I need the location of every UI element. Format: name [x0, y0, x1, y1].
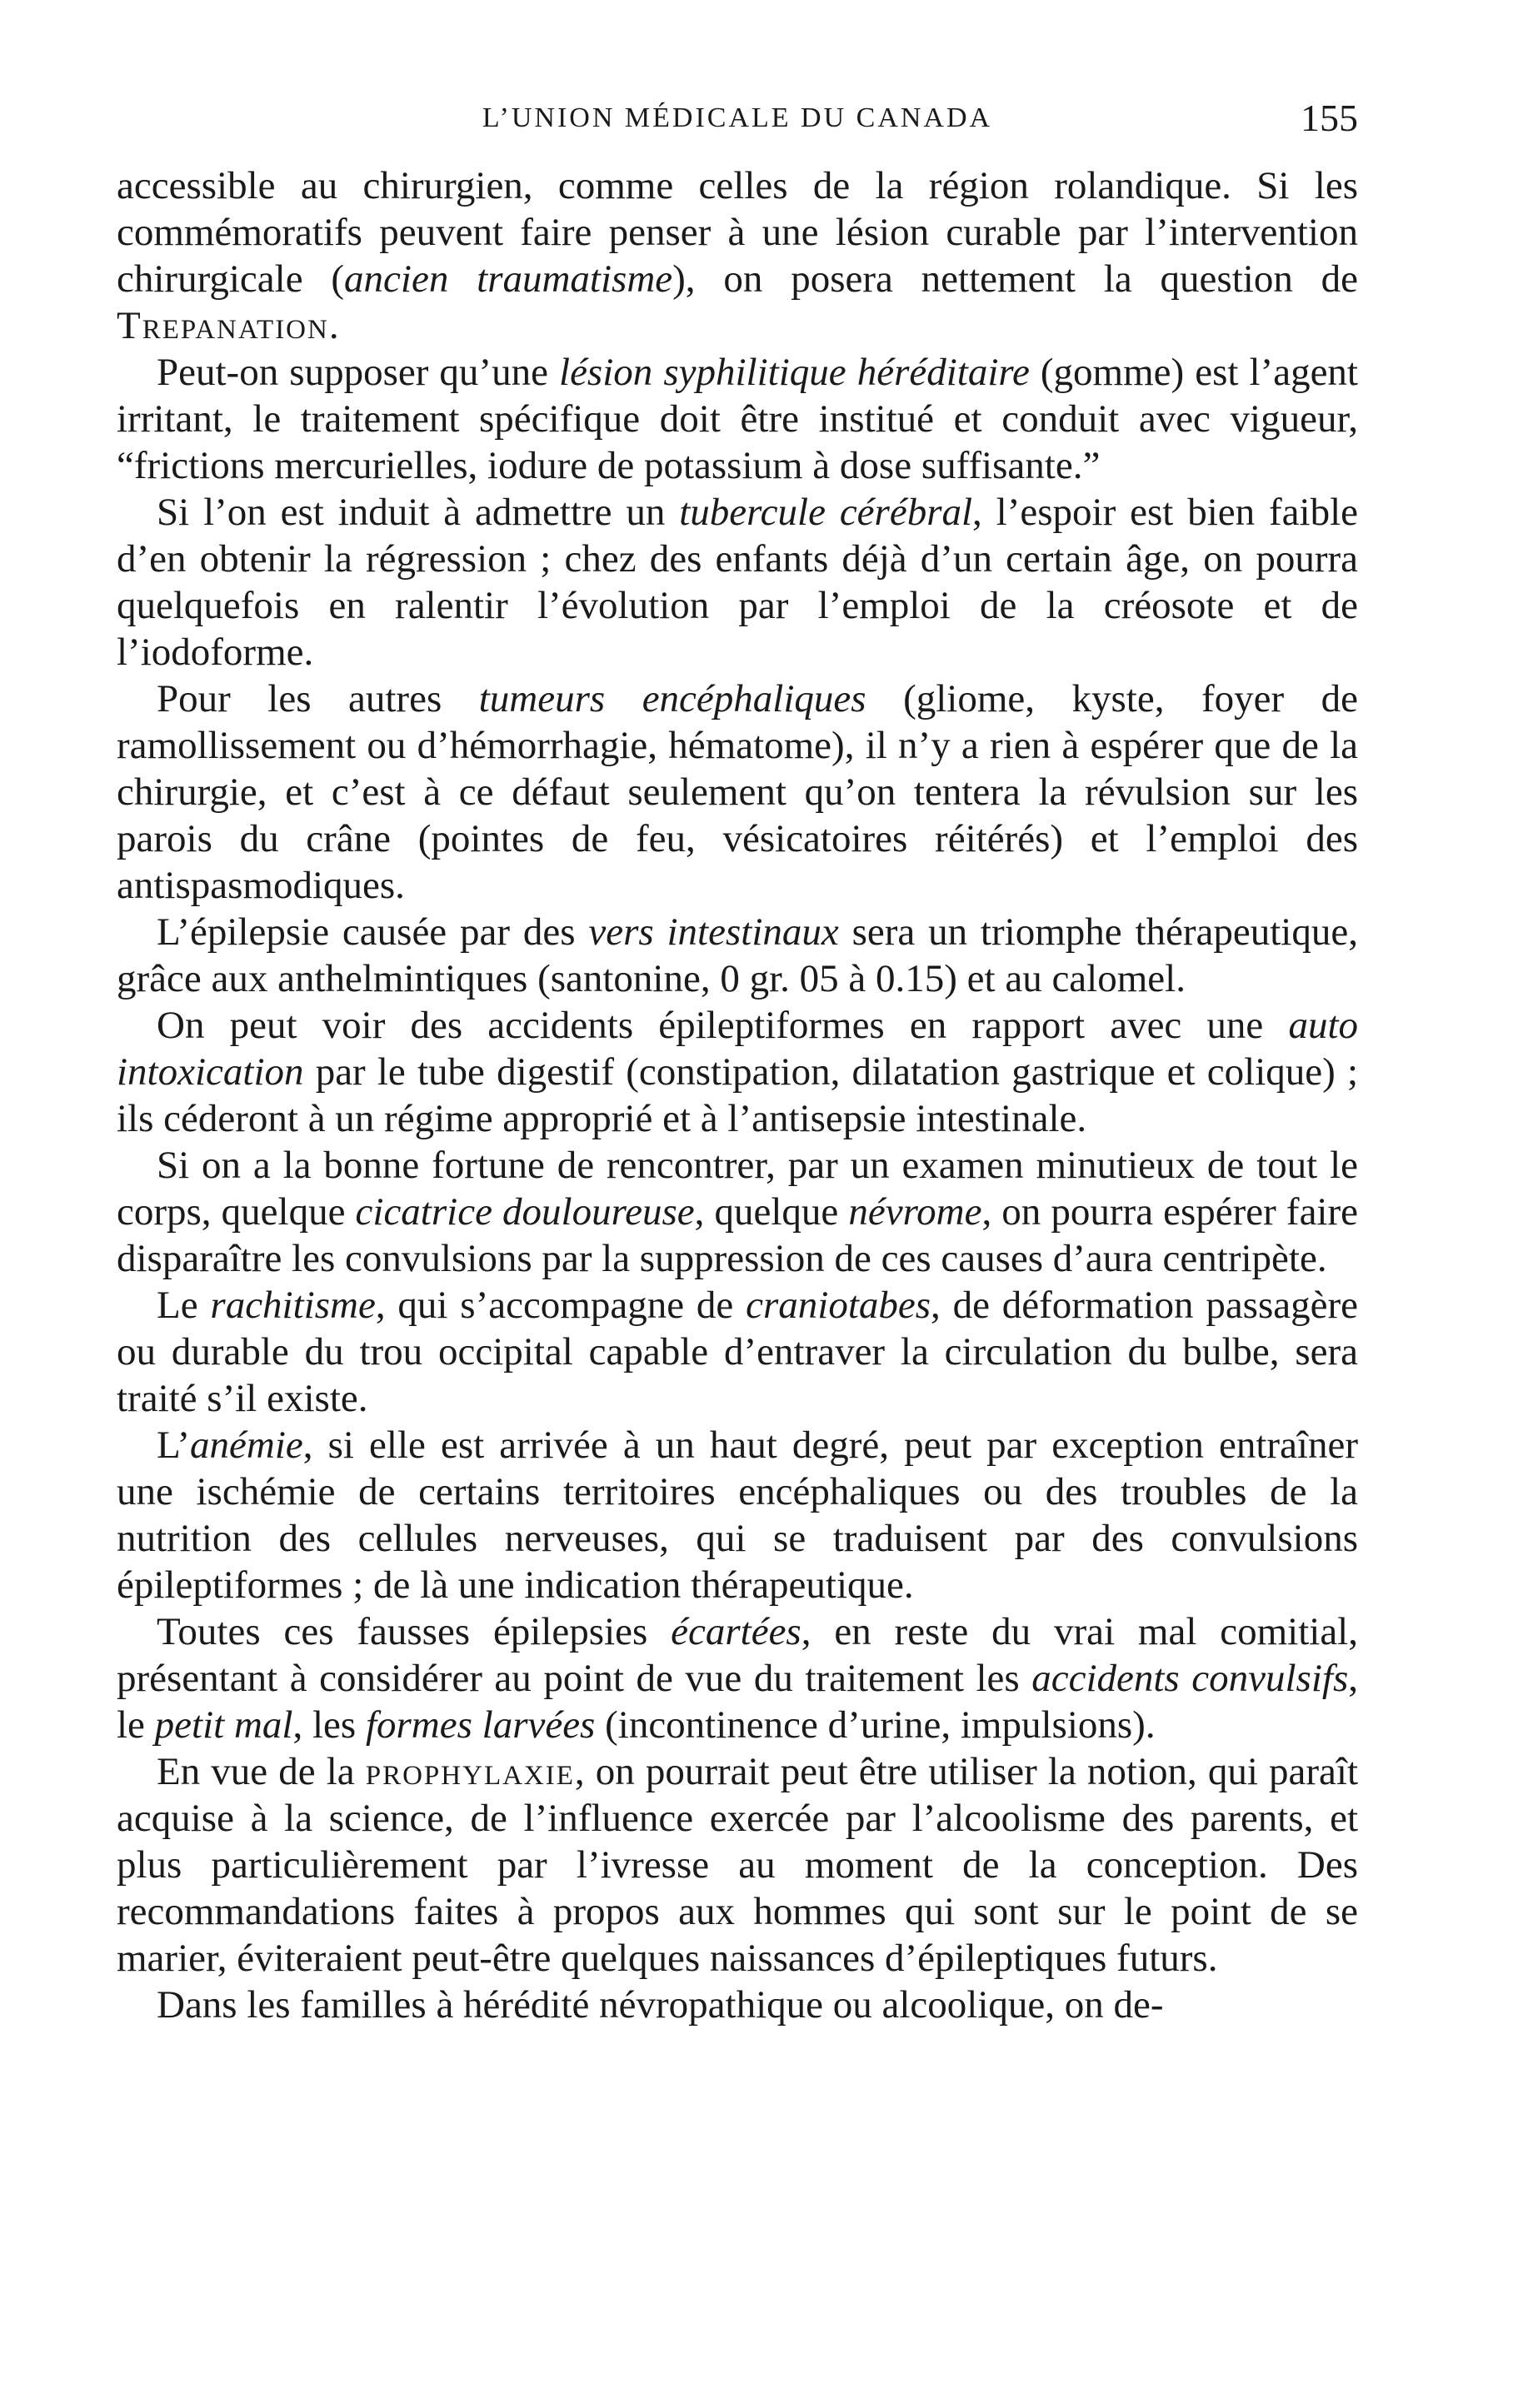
smallcaps-text: prophylaxie: [365, 1750, 575, 1793]
document-page: [117, 79, 1358, 2370]
paragraph: [117, 1748, 1358, 1982]
text-run: L’épilepsie causée par des: [157, 910, 589, 954]
text-run: On peut voir des accidents épileptiformes en rapport avec une: [157, 1004, 1289, 1047]
text-run: Le: [157, 1284, 211, 1327]
journal-title: L’UNION MÉDICALE DU CANADA: [482, 102, 993, 133]
text-run: Si l’on est induit à admettre un: [157, 491, 680, 534]
text-run: , si elle est arrivée à un haut degré, peut par exception entraîner une ischémie de certains territoires encéphaliques ou des troubles de la nutrition des cellules nerveuses, qui se traduisent par des convulsions épileptiformes ; de là une indication thérapeutique.: [117, 1423, 1358, 1607]
paragraph: [117, 162, 1358, 349]
paragraph: [117, 676, 1358, 909]
text-run: , les: [292, 1703, 366, 1747]
running-head: [117, 79, 1358, 137]
paragraph: [117, 1422, 1358, 1608]
italic-text: vers intestinaux: [588, 910, 839, 954]
paragraph: [117, 349, 1358, 489]
text-run: En vue de la: [157, 1750, 366, 1793]
paragraph: [117, 1002, 1358, 1142]
text-run: L’: [157, 1423, 191, 1467]
italic-text: accidents convulsifs: [1031, 1657, 1349, 1700]
text-run: Peut-on supposer qu’une: [157, 351, 560, 394]
text-run: , quelque: [694, 1190, 849, 1234]
italic-text: tubercule cérébral: [679, 491, 973, 534]
paragraph: [117, 909, 1358, 1002]
text-run: , l’espoir est bien faible d’en obtenir la régression ; chez des enfants déjà d’un certain âge, on pourra quelquefois en ralentir l’évolution par l’emploi de la créosote et de l’iodoforme.: [117, 491, 1358, 674]
text-run: ), on posera nettement la question de: [672, 257, 1358, 301]
text-run: Dans les familles à hérédité névropathique ou alcoolique, on de-: [157, 1983, 1164, 2027]
italic-text: tumeurs encéphaliques: [478, 677, 866, 720]
text-run: , on pourrait peut être utiliser la notion, qui paraît acquise à la science, de l’influence exercée par l’alcoolisme des parents, et plus particulièrement par l’ivresse au moment de la conception. Des recommandations faites à propos aux hommes qui sont sur le point de se marier, éviteraient peut-être quelques naissances d’épileptiques futurs.: [117, 1750, 1359, 1980]
paragraph: [117, 1142, 1358, 1282]
paragraph: [117, 1982, 1358, 2028]
text-run: , de déformation passagère ou durable du trou occipital capable d’entraver la circulation du bulbe, sera traité s’il existe.: [117, 1284, 1358, 1420]
text-run: , qui s’accompagne de: [375, 1284, 747, 1327]
italic-text: cicatrice douloureuse: [355, 1190, 695, 1234]
paragraph: [117, 1282, 1358, 1422]
text-run: , en reste du vrai mal comitial, présentant à considérer au point de vue du traitement les: [117, 1610, 1358, 1700]
italic-text: craniotabes: [746, 1284, 931, 1327]
page-number: 155: [1301, 97, 1358, 139]
text-run: Si on a la bonne fortune de rencontrer, par un examen minutieux de tout le corps, quelque: [117, 1144, 1358, 1234]
paragraph: [117, 1608, 1358, 1748]
paragraph: [117, 489, 1358, 676]
text-run: sera un triomphe thérapeutique, grâce aux anthelmintiques (santonine, 0 gr. 05 à 0.15) et au calomel.: [117, 910, 1358, 1000]
italic-text: névrome: [848, 1190, 982, 1234]
italic-text: rachitisme: [210, 1284, 376, 1327]
text-run: (gliome, kyste, foyer de ramollissement ou d’hémorrhagie, hématome), il n’y a rien à espérer que de la chirurgie, et c’est à ce défaut seulement qu’on tentera la révulsion sur les parois du crâne (pointes de feu, vésicatoires réitérés) et l’emploi des antispasmodiques.: [117, 677, 1359, 907]
italic-text: ancien traumatisme: [344, 257, 673, 301]
text-run: , le: [117, 1657, 1359, 1747]
text-run: Pour les autres: [157, 677, 479, 720]
italic-text: formes larvées: [365, 1703, 596, 1747]
text-run: (gomme) est l’agent irritant, le traitement spécifique doit être institué et conduit avec vigueur, “frictions mercurielles, iodure de potassium à dose suffisante.”: [117, 351, 1358, 487]
italic-text: écartées: [671, 1610, 801, 1653]
italic-text: anémie: [190, 1423, 303, 1467]
text-run: .: [328, 304, 339, 347]
smallcaps-text: Trepanation: [117, 304, 329, 347]
italic-text: lésion syphilitique héréditaire: [559, 351, 1030, 394]
italic-text: petit mal: [154, 1703, 293, 1747]
body-text: [117, 162, 1358, 2028]
text-run: Toutes ces fausses épilepsies: [157, 1610, 672, 1653]
text-run: par le tube digestif (constipation, dilatation gastrique et colique) ; ils céderont à un régime approprié et à l’antisepsie intestinale.: [117, 1050, 1358, 1140]
italic-text: auto intoxication: [117, 1004, 1358, 1094]
text-run: accessible au chirurgien, comme celles de la région rolandique. Si les commémoratifs peuvent faire penser à une lésion curable par l’intervention chirurgicale (: [117, 164, 1358, 301]
text-run: (incontinence d’urine, impulsions).: [595, 1703, 1156, 1747]
text-run: , on pourra espérer faire disparaître les convulsions par la suppression de ces causes d’aura centripète.: [117, 1190, 1358, 1280]
